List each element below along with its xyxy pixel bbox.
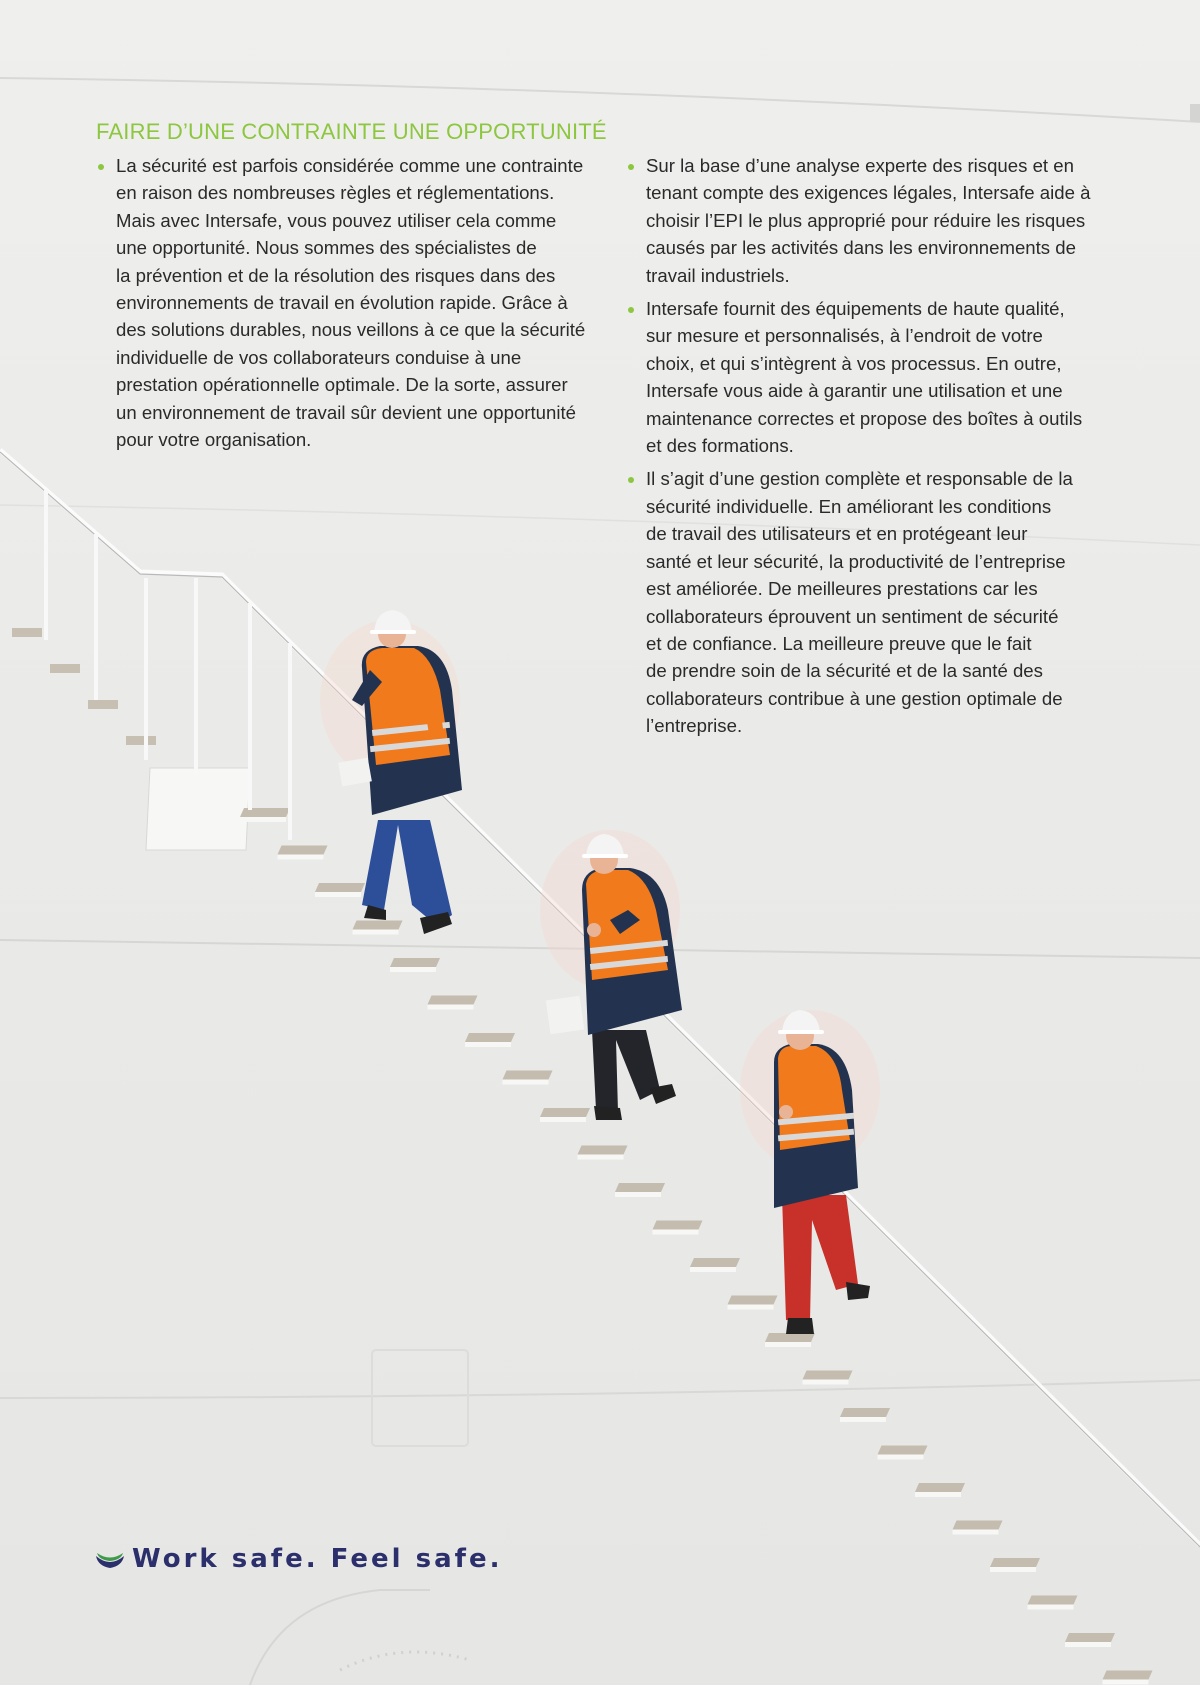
stair-riser (803, 1380, 849, 1385)
stair-step (126, 736, 156, 745)
stair-riser (428, 1005, 474, 1010)
bullet-text-line: est améliorée. De meilleures prestations car les (646, 578, 1038, 600)
bullet-item (626, 152, 1116, 289)
bullet-text-line: sur mesure et personnalisés, à l’endroit de votre (646, 325, 1043, 347)
stair-step (840, 1408, 890, 1417)
bullet-text-line: maintenance correctes et propose des boîtes à outils (646, 407, 1083, 429)
bullet-text-line: Mais avec Intersafe, vous pouvez utiliser cela comme (116, 209, 557, 231)
stair-riser (990, 1567, 1036, 1572)
left-column-bullets (96, 152, 596, 459)
bullet-text-line: individuelle de vos collaborateurs conduise à une (116, 346, 522, 368)
stair-riser (953, 1530, 999, 1535)
stair-riser (278, 855, 324, 860)
stair-step (1028, 1596, 1078, 1605)
bullet-text-line: des solutions durables, nous veillons à ce que la sécurité (116, 319, 586, 341)
stair-step (315, 883, 365, 892)
stair-step (690, 1258, 740, 1267)
stair-step (728, 1296, 778, 1305)
green-swoosh-icon (94, 1548, 126, 1570)
stair-step (878, 1446, 928, 1455)
stair-step (390, 958, 440, 967)
bullet-text-line: travail industriels. (646, 264, 790, 286)
bullet-text-line: une opportunité. Nous sommes des spécialistes de (116, 237, 537, 259)
stair-step (953, 1521, 1003, 1530)
stair-riser (765, 1342, 811, 1347)
bullet-text-line: en raison des nombreuses règles et réglementations. (116, 182, 555, 204)
bullet-text-line: Sur la base d’une analyse experte des risques et en (646, 155, 1074, 176)
worker-2 (540, 830, 682, 1120)
stair-riser (353, 930, 399, 935)
stair-riser (578, 1155, 624, 1160)
bullet-text-line: un environnement de travail sûr devient une opportunité (116, 401, 576, 423)
bullet-text-line: causés par les activités dans les environnements de (646, 237, 1076, 259)
bullet-text-line: de prendre soin de la sécurité et de la santé des (646, 660, 1043, 682)
stair-step (465, 1033, 515, 1042)
stair-step (353, 921, 403, 930)
bullet-text-line: choix, et qui s’intègrent à vos processus. En outre, (646, 352, 1062, 374)
bullet-text-line: prestation opérationnelle optimale. De la sorte, assurer (116, 374, 568, 396)
stair-step (88, 700, 118, 709)
stair-riser (240, 817, 286, 822)
stair-riser (1065, 1642, 1111, 1647)
worker-3 (740, 1010, 880, 1334)
green-dot-icon (98, 164, 104, 170)
bullet-text-line: l’entreprise. (646, 715, 743, 737)
section-heading: FAIRE D’UNE CONTRAINTE UNE OPPORTUNITÉ (96, 119, 607, 144)
bullet-text-line: La sécurité est parfois considérée comme une contrainte (116, 155, 584, 176)
bullet-text-line: la prévention et de la résolution des risques dans des (116, 264, 556, 286)
stair-step (578, 1146, 628, 1155)
stair-riser (1103, 1680, 1149, 1685)
footer-logo (94, 1541, 502, 1577)
staircase (12, 628, 1153, 1685)
stair-riser (915, 1492, 961, 1497)
green-dot-icon (628, 164, 634, 170)
stair-riser (315, 892, 361, 897)
stair-riser (390, 967, 436, 972)
stair-riser (540, 1117, 586, 1122)
stair-step (540, 1108, 590, 1117)
bullet-text-line: environnements de travail en évolution rapide. Grâce à (116, 292, 568, 314)
stair-step (12, 628, 42, 637)
stair-step (990, 1558, 1040, 1567)
stair-riser (653, 1230, 699, 1235)
stair-step (278, 846, 328, 855)
stair-riser (690, 1267, 736, 1272)
bullet-text-line: Intersafe vous aide à garantir une utilisation et une (646, 380, 1063, 402)
bullet-item (626, 295, 1116, 459)
stair-step (1103, 1671, 1153, 1680)
bullet-text-line: santé et leur sécurité, la productivité de l’entreprise (646, 550, 1066, 572)
stair-riser (503, 1080, 549, 1085)
bullet-text-line: et des formations. (646, 435, 794, 457)
stair-step (803, 1371, 853, 1380)
bullet-text-line: tenant compte des exigences légales, Intersafe aide à (646, 182, 1091, 204)
bullet-item (626, 465, 1116, 739)
stair-step (653, 1221, 703, 1230)
bullet-text-line: sécurité individuelle. En améliorant les conditions (646, 495, 1052, 517)
bullet-text-line: collaborateurs éprouvent un sentiment de sécurité (646, 605, 1059, 627)
bullet-text-line: pour votre organisation. (116, 429, 312, 451)
bullet-text-line: choisir l’EPI le plus approprié pour réduire les risques (646, 209, 1086, 231)
stair-step (615, 1183, 665, 1192)
bullet-text-line: collaborateurs contribue à une gestion optimale de (646, 687, 1063, 709)
bullet-text-line: Intersafe fournit des équipements de haute qualité, (646, 298, 1065, 320)
stair-step (503, 1071, 553, 1080)
green-dot-icon (628, 307, 634, 313)
stair-step (428, 996, 478, 1005)
green-dot-icon (628, 477, 634, 483)
right-column-bullets (626, 152, 1116, 746)
stair-riser (465, 1042, 511, 1047)
stair-riser (840, 1417, 886, 1422)
stair-step (1065, 1633, 1115, 1642)
footer-tagline: Work safe. Feel safe. (132, 1544, 503, 1574)
stair-step (915, 1483, 965, 1492)
stair-landing (146, 768, 250, 850)
bullet-item (96, 152, 596, 453)
stair-step (50, 664, 80, 673)
bullet-text-line: de travail des utilisateurs et en protégeant leur (646, 523, 1028, 545)
stair-riser (615, 1192, 661, 1197)
stair-riser (1028, 1605, 1074, 1610)
stair-step (240, 808, 290, 817)
bullet-text-line: Il s’agit d’une gestion complète et responsable de la (646, 468, 1073, 490)
stair-step (765, 1333, 815, 1342)
stair-riser (728, 1305, 774, 1310)
bullet-text-line: et de confiance. La meilleure preuve que le fait (646, 632, 1032, 654)
stair-riser (878, 1455, 924, 1460)
